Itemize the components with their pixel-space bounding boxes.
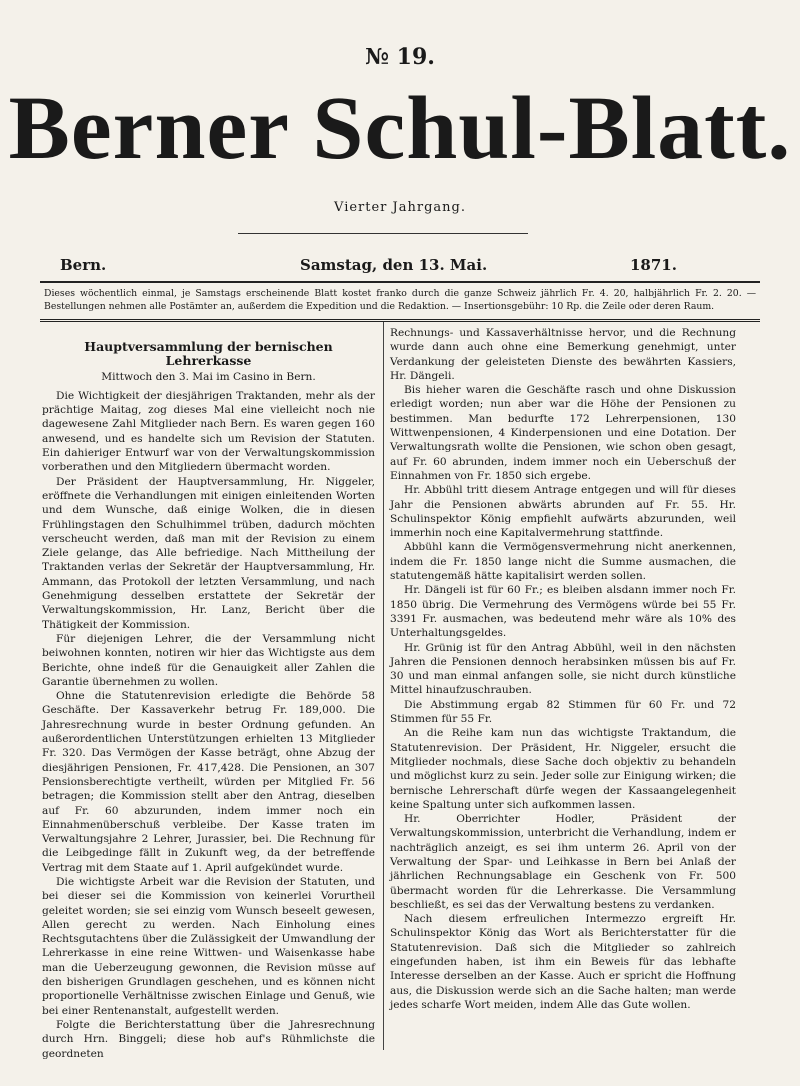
paragraph: Folgte die Berichterstattung über die Jahresrechnung durch Hrn. Binggeli; diese hob auf's Rühmlichste die geordneten [42,1018,375,1060]
dateline-place: Bern. [60,256,107,274]
subscription-notice: Dieses wöchentlich einmal, je Samstags erscheinende Blatt kostet franko durch die ganze Schweiz jährlich Fr. 4. 20, halbjährlich Fr. 2. 20. — Bestellungen nehmen alle Postämter an, außerdem die Expedition und die Redaktion. — Insertionsgebühr: 10 Rp. die Zeile oder deren Raum. [44,288,756,312]
paragraph: Für diejenigen Lehrer, die der Versammlung nicht beiwohnen konnten, notiren wir hier das Wichtigste aus dem Berichte, ohne indeß für die Genauigkeit aller Zahlen die Garantie übernehmen zu wollen. [42,632,375,688]
dateline-date: Samstag, den 13. Mai. [300,256,488,274]
divider-notice [40,319,760,322]
paragraph: Die Abstimmung ergab 82 Stimmen für 60 Fr. und 72 Stimmen für 55 Fr. [390,698,736,726]
paragraph: Der Präsident der Hauptversammlung, Hr. Niggeler, eröffnete die Verhandlungen mit einigen einleitenden Worten und dem Wunsche, daß einige Wolken, die in diesen Frühlingstagen den Schulhimmel trüben, dadurch möchten verscheucht werden, daß man mit der Revision zu einem Ziele gelange, das Alle befriedige. Nach Mittheilung der Traktanden verlas der Sekretär der Hauptversammlung, Hr. Ammann, das Protokoll der letzten Versammlung, und nach Genehmigung desselben erstattete der Sekretär der Verwaltungskommission, Hr. Lanz, Bericht über die Thätigkeit der Kommission. [42,475,375,631]
paragraph: Nach diesem erfreulichen Intermezzo ergreift Hr. Schulinspektor König das Wort als Berichterstatter für die Statutenrevision. Daß sich die Mitglieder so zahlreich eingefunden haben, ist ihm ein Beweis für das lebhafte Interesse derselben an der Kasse. Auch er spricht die Hoffnung aus, die Diskussion werde sich an die Sache halten; man werde jedes scharfe Wort meiden, indem Alle das Gute wollen. [390,913,736,1011]
paragraph: Hr. Abbühl tritt diesem Antrage entgegen und will für dieses Jahr die Pensionen abwärts abrunden auf Fr. 55. Hr. Schulinspektor König empfiehlt aufwärts abzurunden, weil immerhin noch eine Kapitalvermehrung stattfinde. [390,484,736,540]
paragraph: Rechnungs- und Kassaverhältnisse hervor, und die Rechnung wurde dann auch ohne eine Bemerkung genehmigt, unter Verdankung der geleisteten Dienste des bewährten Kassiers, Hr. Dängeli. [390,327,736,382]
volume-label: Vierter Jahrgang. [334,200,466,215]
paragraph: Hr. Dängeli ist für 60 Fr.; es bleiben alsdann immer noch Fr. 1850 übrig. Die Vermehrung des Vermögens würde bei 55 Fr. 3391 Fr. ausmachen, was bedeutend mehr wäre als 10% des Unterhaltungsgeldes. [390,584,736,640]
left-column [42,328,375,1061]
dateline-year: 1871. [630,256,677,274]
paragraph: Abbühl kann die Vermögensvermehrung nicht anerkennen, indem die Fr. 1850 lange nicht die Summe ausmachen, die statutengemäß hätte kapitalisirt werden sollen. [390,541,736,583]
paragraph: Die Wichtigkeit der diesjährigen Traktanden, mehr als der prächtige Maitag, zog dieses Mal eine vielleicht noch nie dagewesene Zahl Mitglieder nach Bern. Es waren gegen 160 anwesend, und es handelte sich um Revision der Statuten. Ein dahieriger Entwurf war von der Verwaltungskommission vorberathen und den Mitgliedern übermacht worden. [42,389,375,474]
issue-number: № 19. [365,44,435,70]
paragraph: Hr. Grünig ist für den Antrag Abbühl, weil in den nächsten Jahren die Pensionen dennoch herabsinken müssen bis auf Fr. 30 und man einmal anfangen solle, sie nicht durch künstliche Mittel hinaufzuschrauben. [390,641,736,697]
article-title: Hauptversammlung der bernischen Lehrerkasse [84,339,333,369]
column-divider [383,322,384,1050]
right-column [390,326,736,1012]
paragraph: Die wichtigste Arbeit war die Revision der Statuten, und bei dieser sei die Kommission von keinerlei Vorurtheil geleitet worden; sie sei einzig vom Wunsch beseelt gewesen, Allen gerecht zu werden. Nach Einholung eines Rechtsgutachtens über die Zulässigkeit der Umwandlung der Lehrerkasse in eine reine Wittwen- und Waisenkasse habe man die Ueberzeugung gewonnen, die Revision müsse auf den bisherigen Grundlagen geschehen, und es können nicht proportionelle Verhältnisse zwischen Einlage und Genuß, wie bei einer Rentenanstalt, aufgestellt werden. [42,875,375,1017]
paragraph: Bis hieher waren die Geschäfte rasch und ohne Diskussion erledigt worden; nun aber war die Höhe der Pensionen zu bestimmen. Man bedurfte 172 Lehrerpensionen, 130 Wittwenpensionen, 4 Kinderpensionen und eine Dotation. Der Verwaltungsrath wollte die Pensionen, wie schon oben gesagt, auf Fr. 60 abrunden, indem immer noch ein Ueberschuß der Einnahmen von Fr. 1850 sich ergebe. [390,384,736,482]
paragraph: Ohne die Statutenrevision erledigte die Behörde 58 Geschäfte. Der Kassaverkehr betrug Fr. 189,000. Die Jahresrechnung wurde in bester Ordnung gefunden. An außerordentlichen Unterstützungen erhielten 13 Mitglieder Fr. 320. Das Vermögen der Kasse beträgt, ohne Abzug der diesjährigen Pensionen, Fr. 417,428. Die Pensionen, an 307 Pensionsberechtigte vertheilt, würden per Mitglied Fr. 56 betragen; die Kommission stellt aber den Antrag, dieselben auf Fr. 60 abzurunden, indem immer noch ein Einnahmenüberschuß verbleibe. Der Kasse traten im Verwaltungsjahre 2 Lehrer, Jurassier, bei. Die Rechnung für die Leibgedinge fällt in Zukunft weg, da der betreffende Vertrag mit dem Staate auf 1. April aufgekündet wurde. [42,690,375,874]
masthead-title: Berner Schul-Blatt. [8,79,792,178]
divider-top [40,281,760,283]
divider-short [238,233,528,234]
paragraph: An die Reihe kam nun das wichtigste Traktandum, die Statutenrevision. Der Präsident, Hr. Niggeler, ersucht die Mitglieder nochmals, diese Sache doch objektiv zu behandeln und möglichst kurz zu sein. Jeder solle zur Einigung wirken; die bernische Lehrerschaft dürfe wegen der Kassaangelegenheit keine Spaltung unter sich aufkommen lassen. [390,727,736,811]
article-subtitle: Mittwoch den 3. Mai im Casino in Bern. [101,370,316,383]
paragraph: Hr. Oberrichter Hodler, Präsident der Verwaltungskommission, unterbricht die Verhandlung, indem er nachträglich anzeigt, es sei ihm unterm 26. April von der Verwaltung der Spar- und Leihkasse in Bern bei Anlaß der jährlichen Rechnungsablage ein Geschenk von Fr. 500 übermacht worden für die Lehrerkasse. Die Versammlung beschließt, es sei das der Verwaltung bestens zu verdanken. [390,813,736,911]
